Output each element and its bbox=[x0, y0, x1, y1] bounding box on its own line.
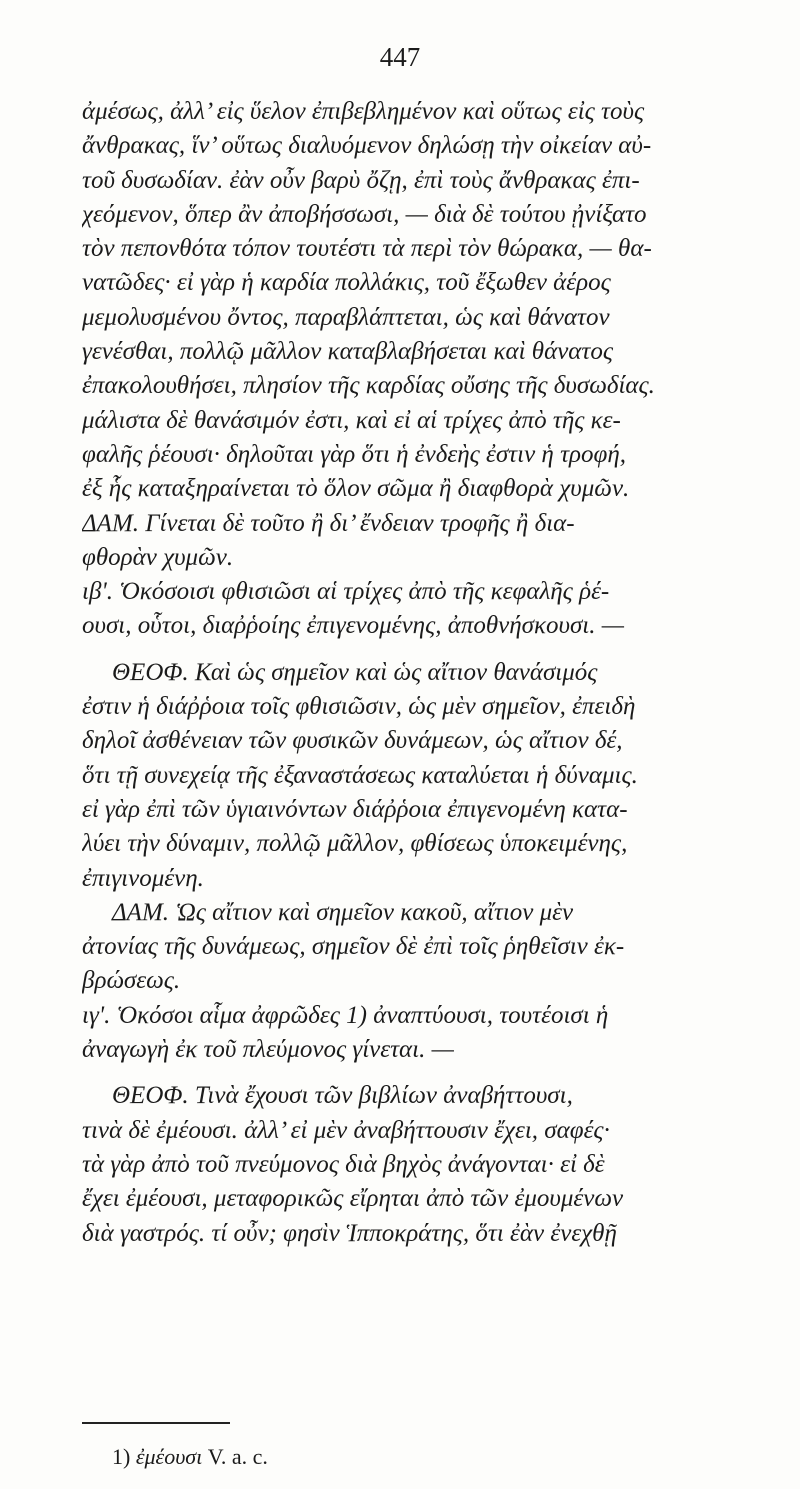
text-line: ἀμέσως, ἀλλ’ εἰς ὕελον ἐπιβεβλημένον καὶ οὕτως εἰς τοὺς bbox=[82, 98, 645, 125]
text-line: ΔΑΜ. Γίνεται δὲ τοῦτο ἢ δι’ ἔνδειαν τροφῆς ἢ δια- bbox=[82, 509, 575, 537]
footnote-source: V. a. c. bbox=[207, 1444, 268, 1469]
text-line: ἀτονίας τῆς δυνάμεως, σημεῖον δὲ ἐπὶ τοῖς ῥηθεῖσιν ἐκ- bbox=[82, 933, 625, 961]
text-line: ἐπιγινομένη. bbox=[82, 864, 204, 892]
text-line: βρώσεως. bbox=[82, 967, 181, 995]
text-line: ιγʹ. Ὁκόσοι αἷμα ἀφρῶδες 1) ἀναπτύουσι, τουτέοισι ἡ bbox=[82, 1001, 609, 1029]
section-gap bbox=[82, 1067, 742, 1079]
text-line: ἐστιν ἡ διάῤῥοια τοῖς φθισιῶσιν, ὡς μὲν σημεῖον, ἐπειδὴ bbox=[82, 693, 636, 721]
text-line: ΔΑΜ. Ὡς αἴτιον καὶ σημεῖον κακοῦ, αἴτιον μὲν bbox=[112, 898, 574, 926]
page-number: 447 bbox=[379, 42, 421, 72]
text-line: τοῦ δυσωδίαν. ἐὰν οὖν βαρὺ ὄζῃ, ἐπὶ τοὺς ἄνθρακας ἐπι- bbox=[82, 166, 640, 194]
text-line: γενέσθαι, πολλῷ μᾶλλον καταβλαβήσεται καὶ θάνατος bbox=[82, 338, 614, 366]
text-line: ἀναγωγὴ ἐκ τοῦ πλεύμονος γίνεται. — bbox=[82, 1036, 454, 1064]
footnote-text: ἐμέουσι bbox=[135, 1444, 203, 1469]
footnote bbox=[112, 1444, 268, 1470]
text-line: μεμολυσμένου ὄντος, παραβλάπτεται, ὡς καὶ θάνατον bbox=[82, 303, 610, 331]
text-line: μάλιστα δὲ θανάσιμόν ἐστι, καὶ εἰ αἱ τρίχες ἀπὸ τῆς κε- bbox=[82, 406, 621, 434]
section-gap bbox=[82, 644, 742, 656]
text-line: δηλοῖ ἀσθένειαν τῶν φυσικῶν δυνάμεων, ὡς αἴτιον δέ, bbox=[82, 727, 623, 755]
text-line: φθορὰν χυμῶν. bbox=[82, 543, 234, 571]
text-line: ιβʹ. Ὁκόσοισι φθισιῶσι αἱ τρίχες ἀπὸ τῆς κεφαλῆς ῥέ- bbox=[82, 578, 610, 606]
text-line: ἐξ ἧς καταξηραίνεται τὸ ὅλον σῶμα ἢ διαφθορὰ χυμῶν. bbox=[82, 475, 630, 503]
text-line: ΘΕΟΦ. Καὶ ὡς σημεῖον καὶ ὡς αἴτιον θανάσιμός bbox=[112, 658, 598, 686]
text-line: εἰ γὰρ ἐπὶ τῶν ὑγιαινόντων διάῤῥοια ἐπιγενομένη κατα- bbox=[82, 795, 628, 823]
text-line: τὸν πεπονθότα τόπον τουτέστι τὰ περὶ τὸν θώρακα, — θα- bbox=[82, 235, 652, 263]
text-line: ἄνθρακας, ἵν’ οὕτως διαλυόμενον δηλώσῃ τὴν οἰκείαν αὐ- bbox=[82, 132, 652, 160]
text-line: ΘΕΟΦ. Τινὰ ἔχουσι τῶν βιβλίων ἀναβήττουσι, bbox=[112, 1082, 573, 1110]
text-line: ἔχει ἐμέουσι, μεταφορικῶς εἴρηται ἀπὸ τῶν ἐμουμένων bbox=[82, 1185, 624, 1213]
footnote-divider bbox=[82, 1422, 230, 1424]
text-line: ὅτι τῇ συνεχείᾳ τῆς ἐξαναστάσεως καταλύεται ἡ δύναμις. bbox=[82, 761, 638, 789]
text-line: διὰ γαστρός. τί οὖν; φησὶν Ἱπποκράτης, ὅτι ἐὰν ἐνεχθῇ bbox=[82, 1219, 617, 1247]
footnote-marker: 1) bbox=[112, 1444, 131, 1469]
text-line: τινὰ δὲ ἐμέουσι. ἀλλ’ εἰ μὲν ἀναβήττουσιν ἔχει, σαφές· bbox=[82, 1116, 610, 1144]
text-line: ἐπακολουθήσει, πλησίον τῆς καρδίας οὔσης τῆς δυσωδίας. bbox=[82, 372, 655, 400]
text-line: λύει τὴν δύναμιν, πολλῷ μᾶλλον, φθίσεως ὑποκειμένης, bbox=[82, 830, 628, 858]
text-line: τὰ γὰρ ἀπὸ τοῦ πνεύμονος διὰ βηχὸς ἀνάγονται· εἰ δὲ bbox=[82, 1150, 605, 1178]
text-line: νατῶδες· εἰ γὰρ ἡ καρδία πολλάκις, τοῦ ἔξωθεν ἀέρος bbox=[82, 269, 611, 297]
text-line: ουσι, οὗτοι, διαῤῥοίης ἐπιγενομένης, ἀποθνήσκουσι. — bbox=[82, 612, 624, 640]
text-line: χεόμενον, ὅπερ ἂν ἀποβήσσωσι, — διὰ δὲ τούτου ᾐνίξατο bbox=[82, 200, 647, 228]
text-line: φαλῆς ῥέουσι· δηλοῦται γὰρ ὅτι ἡ ἐνδεὴς ἐστιν ἡ τροφή, bbox=[82, 440, 627, 468]
main-text bbox=[82, 95, 742, 1251]
